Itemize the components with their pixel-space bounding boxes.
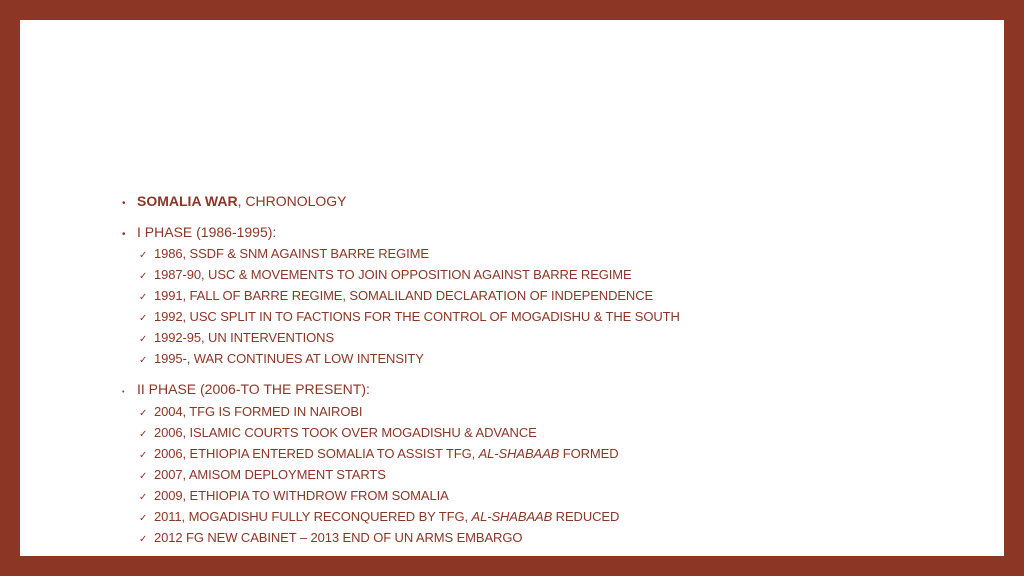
list-item-text: 1995-, WAR CONTINUES AT LOW INTENSITY <box>154 351 424 366</box>
checkmark-icon: ✓ <box>139 271 148 282</box>
phase1-title: I PHASE (1986-1995): <box>137 224 277 240</box>
list-item <box>139 423 982 444</box>
list-item <box>139 528 982 549</box>
slide-heading <box>137 192 347 210</box>
checkmark-icon: ✓ <box>139 334 148 345</box>
checkmark-icon: ✓ <box>139 250 148 261</box>
list-item-text: 2012 FG NEW CABINET – 2013 END OF UN ARMS EMBARGO <box>154 530 523 545</box>
list-item <box>139 286 982 307</box>
slide <box>20 20 1004 556</box>
bullet-icon: • <box>122 389 125 396</box>
heading-rest-text: , CHRONOLOGY <box>237 193 347 209</box>
list-item <box>139 486 982 507</box>
checkmark-icon: ✓ <box>139 292 148 303</box>
list-item-text-post: REDUCED <box>552 509 620 524</box>
list-item <box>139 328 982 349</box>
phase1-title-row <box>122 223 982 244</box>
list-item <box>139 265 982 286</box>
heading-row <box>122 192 982 213</box>
bullet-icon: • <box>122 229 126 240</box>
list-item <box>139 465 982 486</box>
phase2-list <box>139 402 982 549</box>
checkmark-icon: ✓ <box>139 513 148 524</box>
list-item-text-pre: 2006, ETHIOPIA ENTERED SOMALIA TO ASSIST TFG, <box>154 446 479 461</box>
checkmark-icon: ✓ <box>139 534 148 545</box>
heading-bold-text: SOMALIA WAR <box>137 193 238 209</box>
list-item <box>139 444 982 465</box>
list-item-text: 2006, ISLAMIC COURTS TOOK OVER MOGADISHU & ADVANCE <box>154 425 537 440</box>
checkmark-icon: ✓ <box>139 429 148 440</box>
list-item-text <box>154 444 619 463</box>
list-item-text: 1992, USC SPLIT IN TO FACTIONS FOR THE CONTROL OF MOGADISHU & THE SOUTH <box>154 309 680 324</box>
checkmark-icon: ✓ <box>139 450 148 461</box>
checkmark-icon: ✓ <box>139 313 148 324</box>
list-item-text: 1986, SSDF & SNM AGAINST BARRE REGIME <box>154 246 429 261</box>
list-item-text: 1991, FALL OF BARRE REGIME, SOMALILAND DECLARATION OF INDEPENDENCE <box>154 288 654 303</box>
list-item-text <box>154 507 619 526</box>
bullet-icon: • <box>122 198 126 209</box>
checkmark-icon: ✓ <box>139 355 148 366</box>
list-item <box>139 507 982 528</box>
phase2-title: II PHASE (2006-TO THE PRESENT): <box>137 381 370 397</box>
list-item-text-italic: AL-SHABAAB <box>478 446 560 461</box>
list-item <box>139 244 982 265</box>
phase1-list <box>139 244 982 370</box>
list-item <box>139 349 982 370</box>
list-item-text: 2004, TFG IS FORMED IN NAIROBI <box>154 404 363 419</box>
heading-group <box>122 192 982 213</box>
list-item-text-italic: AL-SHABAAB <box>471 509 553 524</box>
list-item-text: 1992-95, UN INTERVENTIONS <box>154 330 335 345</box>
list-item-text-pre: 2011, MOGADISHU FULLY RECONQUERED BY TFG, <box>154 509 472 524</box>
slide-content <box>122 192 982 559</box>
list-item <box>139 402 982 423</box>
list-item-text: 2007, AMISOM DEPLOYMENT STARTS <box>154 467 386 482</box>
phase1-group <box>122 223 982 370</box>
checkmark-icon: ✓ <box>139 492 148 503</box>
list-item-text-post: FORMED <box>559 446 619 461</box>
phase2-group <box>122 380 982 549</box>
checkmark-icon: ✓ <box>139 408 148 419</box>
list-item-text: 1987-90, USC & MOVEMENTS TO JOIN OPPOSITION AGAINST BARRE REGIME <box>154 267 632 282</box>
list-item-text: 2009, ETHIOPIA TO WITHDROW FROM SOMALIA <box>154 488 449 503</box>
phase2-title-row <box>122 380 982 402</box>
list-item <box>139 307 982 328</box>
checkmark-icon: ✓ <box>139 471 148 482</box>
